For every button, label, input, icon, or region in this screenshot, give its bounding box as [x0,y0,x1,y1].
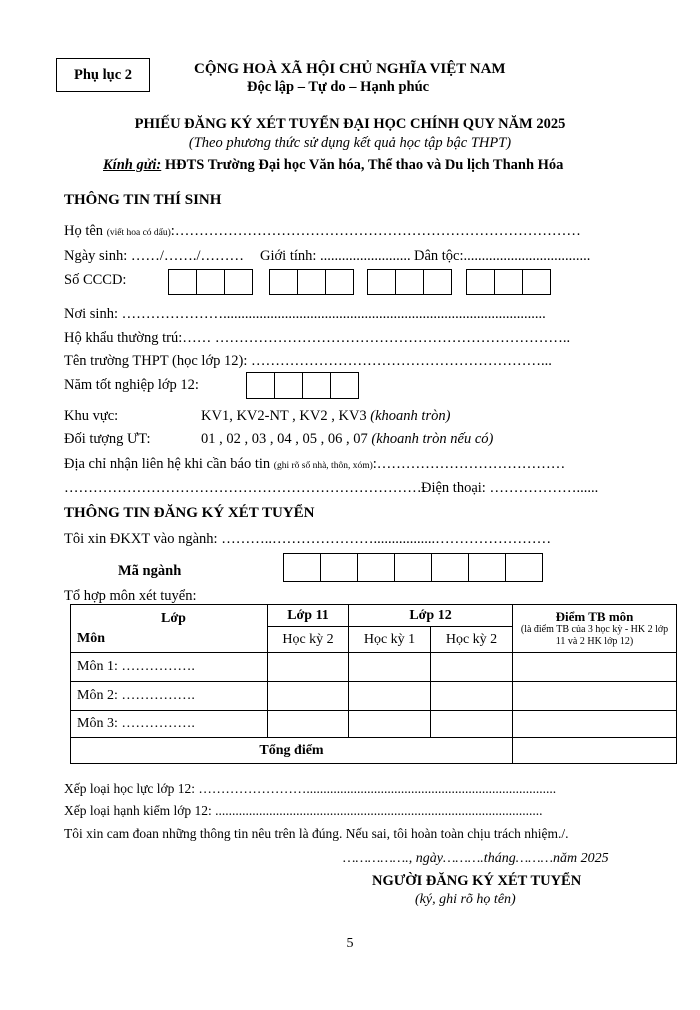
header-avg: Điểm TB môn [555,608,634,624]
id-digit-box[interactable] [423,269,452,295]
birthplace-field[interactable]: Nơi sinh: …………………......................................................................................... [64,306,546,322]
id-digit-box[interactable] [367,269,396,295]
grad-year-boxes[interactable] [246,372,359,399]
id-digit-box[interactable] [466,269,495,295]
major-code-box[interactable] [283,553,321,582]
gender-field[interactable]: Giới tính: ......................... [260,248,411,264]
id-digit-box[interactable] [196,269,225,295]
total-label: Tổng điểm [71,738,513,764]
recipient-line [103,157,563,174]
id-digit-box[interactable] [168,269,197,295]
address-label: Địa chỉ nhận liên hệ khi cần báo tin [64,456,271,472]
phone-field[interactable]: Điện thoại: ………………...... [421,480,599,496]
signer-note: (ký, ghi rõ họ tên) [415,892,516,907]
motto: Độc lập – Tự do – Hạnh phúc [247,79,430,95]
declaration: Tôi xin cam đoan những thông tin nêu trên là đúng. Nếu sai, tôi hoàn toàn chịu trách nhiệm./. [64,826,569,841]
grade-cell[interactable] [349,653,431,682]
year-digit-box[interactable] [246,372,275,399]
grade-cell[interactable] [268,711,349,738]
appendix-label: Phụ lục 2 [56,58,150,92]
header-avg-note: (là điểm TB của 3 học kỳ - HK 2 lớp 11 và 2 HK lớp 12) [520,624,669,647]
year-digit-box[interactable] [274,372,303,399]
major-code-boxes[interactable] [283,553,543,582]
grad-year-label: Năm tốt nghiệp lớp 12: [64,377,199,393]
avg-cell[interactable] [513,711,677,738]
year-digit-box[interactable] [302,372,331,399]
id-digit-box[interactable] [522,269,551,295]
name-label: Họ tên [64,223,104,239]
id-digit-box[interactable] [494,269,523,295]
subject-cell[interactable]: Môn 1: ……………. [71,653,268,682]
address-dots: :………………………………… [372,456,566,472]
major-code-label: Mã ngành [118,563,182,579]
dob-field[interactable]: Ngày sinh: ……/……./……… [64,248,245,264]
ethnicity-field[interactable]: Dân tộc:................................... [414,248,591,264]
grade-cell[interactable] [349,682,431,711]
region-label: Khu vực: [64,408,119,424]
major-code-box[interactable] [431,553,469,582]
date-line[interactable]: ……………., ngày……….tháng………năm 2025 [343,851,609,866]
page-number: 5 [346,936,354,951]
header-avg-cell [513,605,677,653]
signer-title: NGƯỜI ĐĂNG KÝ XÉT TUYỂN [372,873,582,889]
year-digit-box[interactable] [330,372,359,399]
name-note: (viết hoa có dấu) [106,228,171,238]
avg-cell[interactable] [513,682,677,711]
subject-cell[interactable]: Môn 3: ……………. [71,711,268,738]
academic-field[interactable]: Xếp loại học lực lớp 12: …………………….......................................................................... [64,781,557,796]
combo-label: Tổ hợp môn xét tuyển: [64,588,197,604]
id-label: Số CCCD: [64,272,127,288]
id-digit-box[interactable] [224,269,253,295]
table-row [71,711,677,738]
candidate-heading: THÔNG TIN THÍ SINH [64,192,222,208]
avg-cell[interactable] [513,653,677,682]
country-header: CỘNG HOÀ XÃ HỘI CHỦ NGHĨA VIỆT NAM [194,61,506,77]
id-digit-box[interactable] [297,269,326,295]
id-digit-box[interactable] [325,269,354,295]
major-code-box[interactable] [505,553,543,582]
header-class: Lớp [161,611,186,626]
name-dots: :………………………………………………………………………… [170,223,581,239]
id-number-boxes-group-2[interactable] [269,269,354,295]
household-field[interactable]: Hộ khẩu thường trú:…… ……………………………………………………………….. [64,330,571,346]
grade-cell[interactable] [431,653,513,682]
grade-cell[interactable] [431,711,513,738]
registration-heading: THÔNG TIN ĐĂNG KÝ XÉT TUYỂN [64,505,315,521]
id-number-boxes-group-4[interactable] [466,269,551,295]
header-class-subject-cell [71,605,268,653]
priority-note: (khoanh tròn nếu có) [371,431,494,447]
header-grade-11: Lớp 11 [268,605,349,627]
major-code-box[interactable] [357,553,395,582]
major-code-box[interactable] [468,553,506,582]
table-row [71,682,677,711]
address-field[interactable] [64,456,565,473]
header-sem-12-2: Học kỳ 2 [431,627,513,653]
name-field[interactable] [64,223,581,240]
major-code-box[interactable] [394,553,432,582]
region-options-text: KV1, KV2-NT , KV2 , KV3 [201,408,367,424]
id-digit-box[interactable] [269,269,298,295]
address-note: (ghi rõ số nhà, thôn, xóm) [273,461,373,471]
id-digit-box[interactable] [395,269,424,295]
form-subtitle: (Theo phương thức sử dụng kết quả học tập bậc THPT) [188,135,512,151]
region-note: (khoanh tròn) [370,408,451,424]
grades-table [70,604,677,764]
priority-options[interactable] [201,431,493,448]
subject-cell[interactable]: Môn 2: ……………. [71,682,268,711]
form-title: PHIẾU ĐĂNG KÝ XÉT TUYỂN ĐẠI HỌC CHÍNH QUY NĂM 2025 [134,116,566,132]
id-number-boxes-group-1[interactable] [168,269,253,295]
school-field[interactable]: Tên trường THPT (học lớp 12): ……………………………………………………... [64,353,552,369]
priority-options-text: 01 , 02 , 03 , 04 , 05 , 06 , 07 [201,431,368,447]
grade-cell[interactable] [431,682,513,711]
total-cell[interactable] [513,738,677,764]
header-grade-12: Lớp 12 [349,605,513,627]
region-options[interactable] [201,408,450,425]
grade-cell[interactable] [268,653,349,682]
recipient-label: Kính gửi: [103,157,162,173]
address-line-2[interactable]: ………………………………………………………………… [64,480,427,496]
total-row [71,738,677,764]
major-code-box[interactable] [320,553,358,582]
id-number-boxes-group-3[interactable] [367,269,452,295]
recipient-name: HĐTS Trường Đại học Văn hóa, Thể thao và Du lịch Thanh Hóa [164,157,564,173]
conduct-field[interactable]: Xếp loại hạnh kiểm lớp 12: ................................................................................................. [64,803,543,818]
grade-cell[interactable] [268,682,349,711]
header-subject: Môn [77,631,105,646]
priority-label: Đối tượng ƯT: [64,431,151,447]
table-row [71,653,677,682]
major-field[interactable]: Tôi xin ĐKXT vào ngành: ………..………………….................…………………… [64,531,552,547]
header-sem-11-2: Học kỳ 2 [268,627,349,653]
header-sem-12-1: Học kỳ 1 [349,627,431,653]
grade-cell[interactable] [349,711,431,738]
